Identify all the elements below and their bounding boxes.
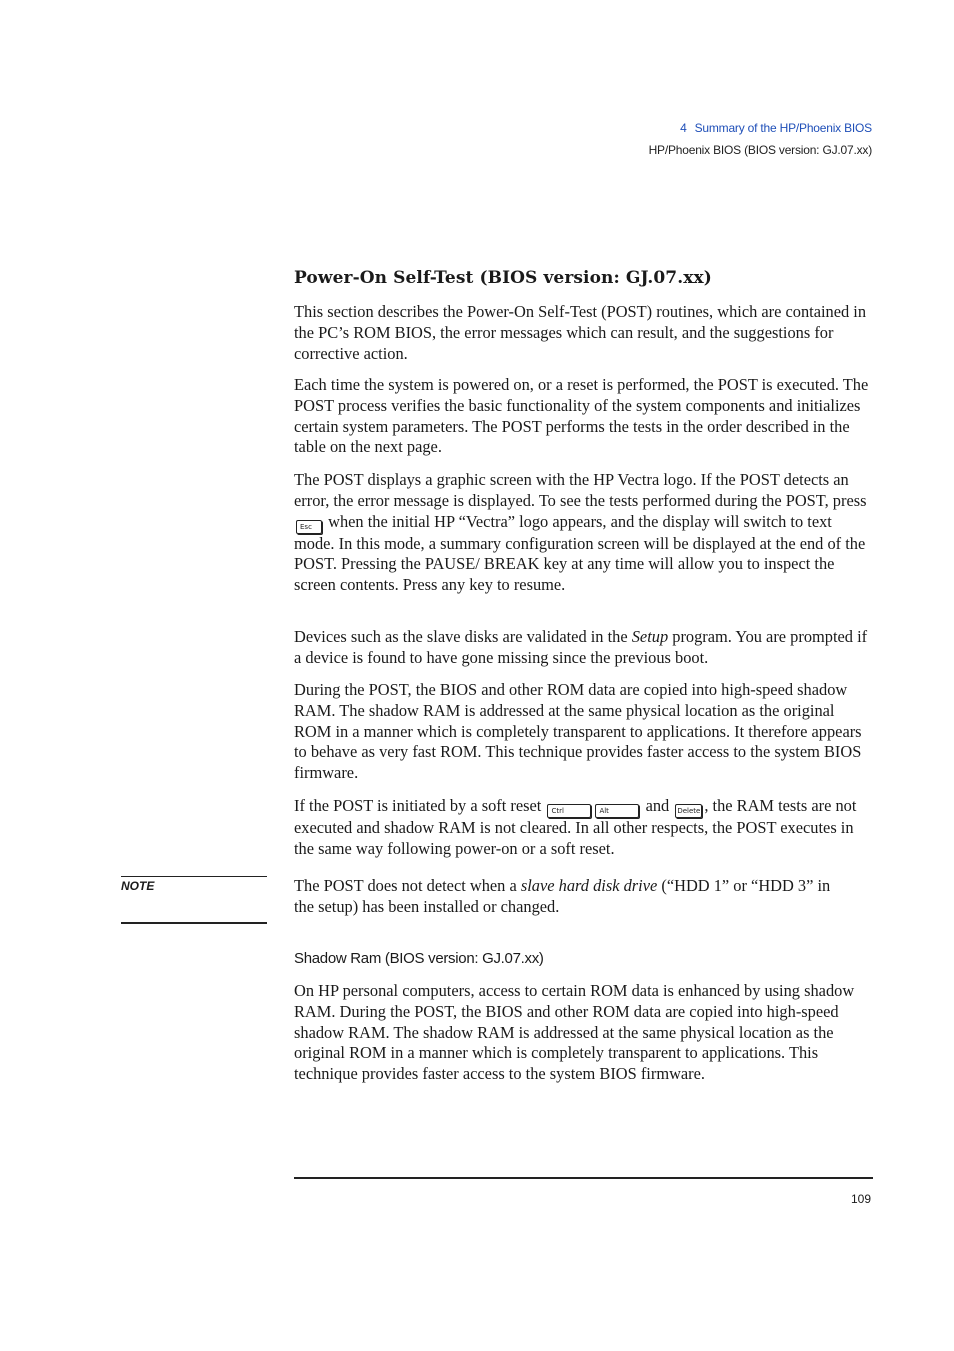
note-label: NOTE <box>121 879 155 893</box>
paragraph-graphic-screen: The POST displays a graphic screen with the HP Vectra logo. If the POST detects an error, the error message is displayed. To see the tests performed during the POST, press Esc when the initial HP “Vectra” logo appears, and the display will switch to text mode. In this mode, a summary configuration screen will be displayed at the end of the POST. Pressing the PAUSE/ BREAK key at any time will allow you to inspect the screen contents. Press any key to resume. <box>294 470 867 595</box>
running-header-section: HP/Phoenix BIOS (BIOS version: GJ.07.xx) <box>648 143 872 157</box>
note-rule-top <box>121 876 267 877</box>
page-number: 109 <box>850 1192 871 1206</box>
paragraph-soft-reset: If the POST is initiated by a soft reset Ctrl Alt and Delete , the RAM tests are not executed and shadow RAM is not cleared. In all other respects, the POST executes in the same way following power-on or a soft reset. <box>294 796 857 858</box>
paragraph-shadow-ram: On HP personal computers, access to certain ROM data is enhanced by using shadow RAM. During the POST, the BIOS and other ROM data are copied into high-speed shadow RAM. The shadow RAM is addressed at the same physical location as the original ROM in a manner which is completely transparent to applications. This technique provides faster access to the system BIOS firmware. <box>294 981 855 1084</box>
delete-key-icon: Delete <box>675 804 702 818</box>
note-text: The POST does not detect when a slave hard disk drive (“HDD 1” or “HDD 3” in the setup) has been installed or changed. <box>294 876 831 916</box>
paragraph-intro: This section describes the Power-On Self-Test (POST) routines, which are contained in the PC’s ROM BIOS, the error messages which can result, and the suggestions for corrective action. <box>294 302 867 363</box>
setup-emphasis: Setup <box>631 627 669 646</box>
esc-key-icon: Esc <box>296 520 322 534</box>
ctrl-key-icon: Ctrl <box>547 804 591 818</box>
footer-rule <box>294 1177 873 1179</box>
running-header-chapter <box>680 121 872 135</box>
note-rule-bottom <box>121 922 267 924</box>
paragraph-shadow-copy: During the POST, the BIOS and other ROM data are copied into high-speed shadow RAM. The shadow RAM is addressed at the same physical location as the original ROM in a manner which is completely transparent to applications. It therefore appears to behave as very fast ROM. This technique provides faster access to the system BIOS firmware. <box>294 680 862 783</box>
chapter-number: 4 <box>680 121 687 135</box>
note-emphasis: slave hard disk drive <box>520 876 658 895</box>
alt-key-icon: Alt <box>595 804 639 818</box>
chapter-title: Summary of the HP/Phoenix BIOS <box>694 121 872 135</box>
section-title: Power-On Self-Test (BIOS version: GJ.07.xx) <box>294 268 712 288</box>
subsection-title: Shadow Ram (BIOS version: GJ.07.xx) <box>294 950 544 967</box>
paragraph-devices: Devices such as the slave disks are validated in the Setup program. You are prompted if a device is found to have gone missing since the previous boot. <box>294 627 868 667</box>
paragraph-post-process: Each time the system is powered on, or a reset is performed, the POST is executed. The POST process verifies the basic functionality of the system components and initializes certain system parameters. The POST performs the tests in the order described in the table on the next page. <box>294 375 869 457</box>
